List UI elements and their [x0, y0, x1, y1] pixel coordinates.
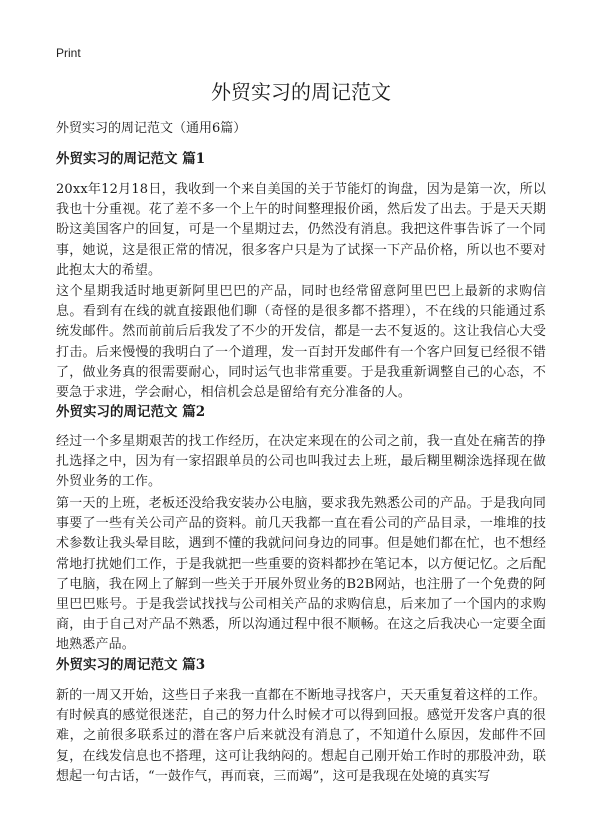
print-link[interactable]: Print — [56, 46, 81, 60]
section-heading-3: 外贸实习的周记范文 篇3 — [56, 657, 206, 673]
section-3-paragraph-1: 新的一周又开始，这些日子来我一直都在不断地寻找客户，天天重复着这样的工作。有时候真的感觉很迷茫，自己的努力什么时候才可以得到回报。感觉开发客户真的很难，之前很多联系过的潜在客户后来就没有消息了，不知道什么原因，发邮件不回复，在线发信息也不搭理，这可让我纳闷的。想起自己刚开始工作时的那股冲劲，联想起一句古话，“一鼓作气，再而衰，三而竭”，这可是我现在处境的真实写 — [56, 688, 546, 784]
section-heading-2: 外贸实习的周记范文 篇2 — [56, 404, 206, 420]
section-2-paragraph-2: 第一天的上班，老板还没给我安装办公电脑，要求我先熟悉公司的产品。于是我向同事要了一些有关公司产品的资料。前几天我都一直在看公司的产品目录，一堆堆的技术参数让我头晕目眩，遇到不懂的我就问问身边的同事。但是她们都在忙，也不想经常地打扰她们工作，于是我就把一些重要的资料都抄在笔记本，以方便记忆。之后配了电脑，我在网上了解到一些关于开展外贸业务的B2B网站，也注册了一个免费的阿里巴巴账号。于是我尝试找找与公司相关产品的求购信息，后来加了一个国内的求购商，由于自己对产品不熟悉，所以沟通过程中很不顺畅。在这之后我决心一定要全面地熟悉产品。 — [56, 496, 546, 653]
section-heading-1: 外贸实习的周记范文 篇1 — [56, 151, 206, 167]
page-title: 外贸实习的周记范文 — [211, 80, 391, 104]
section-1-paragraph-2: 这个星期我适时地更新阿里巴巴的产品，同时也经常留意阿里巴巴上最新的求购信息。看到有在线的就直接跟他们聊（奇怪的是很多都不搭理），不在线的只能通过系统发邮件。然而前前后后我发了不少的开发信，都是一去不复返的。这让我信心大受打击。后来慢慢的我明白了一个道理，发一百封开发邮件有一个客户回复已经很不错了，做业务真的很需要耐心，同时运气也非常重要。于是我重新调整自己的心态，不要急于求进，学会耐心，相信机会总是留给有充分准备的人。 — [56, 284, 546, 401]
section-1-paragraph-1: 20xx年12月18日，我收到一个来自美国的关于节能灯的询盘，因为是第一次，所以我也十分重视。花了差不多一个上午的时间整理报价函，然后发了出去。于是天天期盼这美国客户的回复，可是一个星期过去，仍然没有消息。我把这件事告诉了一个同事，她说，这是很正常的情况，很多客户只是为了试探一下产品价格，所以也不要对此抱太大的希望。 — [56, 182, 546, 278]
document-subtitle: 外贸实习的周记范文（通用6篇） — [56, 121, 247, 136]
section-2-paragraph-1: 经过一个多星期艰苦的找工作经历，在决定来现在的公司之前，我一直处在痛苦的挣扎选择之中，因为有一家招跟单员的公司也叫我过去上班，最后糊里糊涂选择现在做外贸业务的工作。 — [56, 434, 546, 490]
